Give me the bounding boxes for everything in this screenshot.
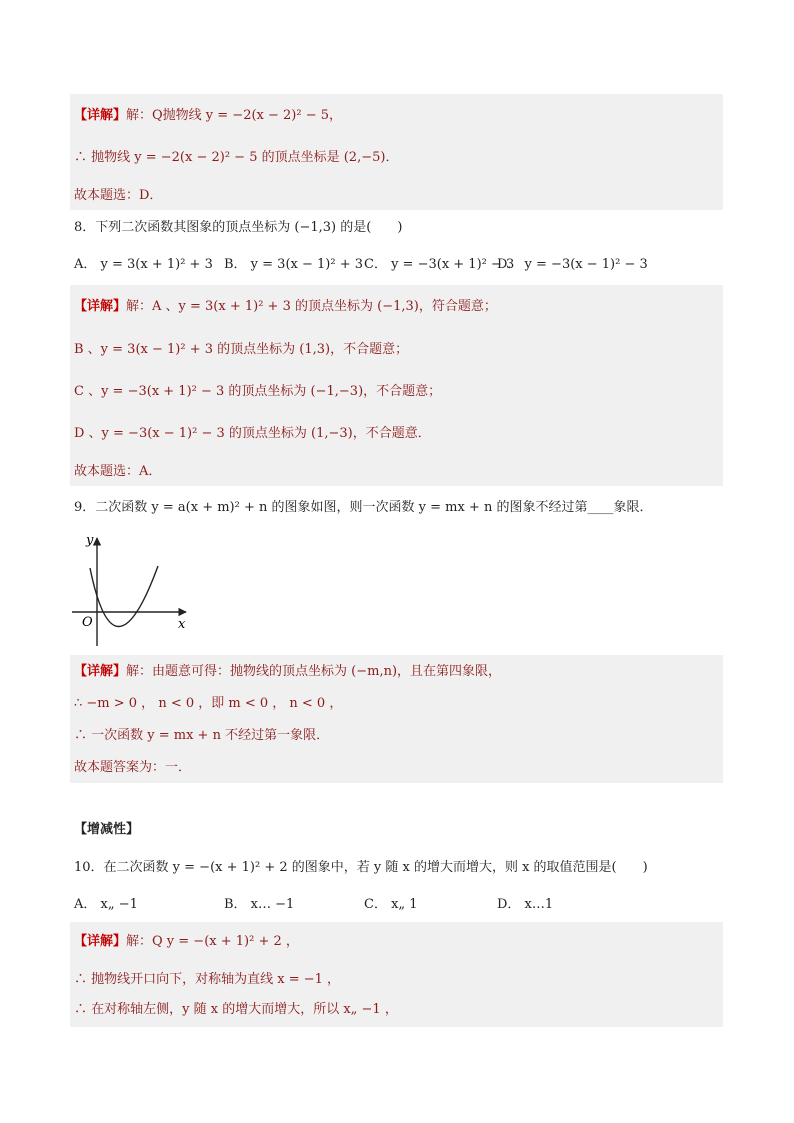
- q10-option-c: C． x„ 1: [364, 897, 418, 912]
- solution-line: ∴ 在对称轴左侧，y 随 x 的增大而增大，所以 x„ −1 ，: [74, 1002, 398, 1017]
- parabola-curve: [90, 566, 158, 627]
- q8-option-d: D． y = −3(x − 1)² − 3: [497, 257, 648, 272]
- solution-text: 解：Q y = −(x + 1)² + 2 ，: [126, 934, 299, 949]
- origin-label: O: [82, 615, 93, 630]
- solution-tag: 【详解】: [74, 299, 127, 314]
- q10-option-b: B． x… −1: [224, 897, 295, 912]
- section-title: 【增减性】: [74, 822, 140, 837]
- solution-line: 故本题选：D．: [74, 188, 163, 203]
- solution-text: 解：Q抛物线 y = −2(x − 2)² − 5，: [126, 108, 343, 123]
- y-axis-label: y: [86, 533, 94, 548]
- solution-line: [74, 297, 497, 317]
- question-8-stem: 8．下列二次函数其图象的顶点坐标为 (−1,3) 的是( ): [74, 220, 403, 235]
- solution-tag: 【详解】: [74, 108, 127, 123]
- solution-line: ∴ 一次函数 y = mx + n 不经过第一象限．: [74, 728, 330, 743]
- solution-line: B 、y = 3(x − 1)² + 3 的顶点坐标为 (1,3)，不合题意；: [74, 342, 409, 357]
- solution-line: [74, 106, 342, 126]
- solution-line: 故本题答案为：一．: [74, 760, 192, 775]
- solution-line: ∴ 抛物线开口向下，对称轴为直线 x = −1 ，: [74, 972, 341, 987]
- q8-option-c: C． y = −3(x + 1)² − 3: [364, 257, 515, 272]
- solution-line: [74, 662, 501, 682]
- q10-option-a: A． x„ −1: [74, 897, 138, 912]
- solution-line: [74, 932, 299, 952]
- q8-option-a: A． y = 3(x + 1)² + 3: [74, 257, 213, 272]
- solution-tag: 【详解】: [74, 934, 127, 949]
- x-axis-label: x: [178, 617, 186, 632]
- solution-text: 解：A 、y = 3(x + 1)² + 3 的顶点坐标为 (−1,3)，符合题意；: [126, 299, 497, 314]
- question-10-stem: 10．在二次函数 y = −(x + 1)² + 2 的图象中，若 y 随 x 的增大而增大，则 x 的取值范围是( ): [74, 860, 648, 875]
- solution-line: 故本题选：A．: [74, 464, 162, 479]
- solution-text: 解：由题意可得：抛物线的顶点坐标为 (−m,n)，且在第四象限，: [126, 664, 502, 679]
- solution-line: C 、y = −3(x + 1)² − 3 的顶点坐标为 (−1,−3)，不合题意；: [74, 384, 442, 399]
- q8-option-b: B． y = 3(x − 1)² + 3: [224, 257, 364, 272]
- solution-tag: 【详解】: [74, 664, 127, 679]
- question-9-stem: 9．二次函数 y = a(x + m)² + n 的图象如图，则一次函数 y = mx + n 的图象不经过第____象限．: [74, 500, 653, 515]
- solution-line: ∴ 抛物线 y = −2(x − 2)² − 5 的顶点坐标是 (2,−5)．: [74, 150, 399, 165]
- solution-line: ∴ −m > 0 ， n < 0 ，即 m < 0 ， n < 0 ，: [74, 696, 343, 711]
- q10-option-d: D． x…1: [497, 897, 554, 912]
- solution-line: D 、y = −3(x − 1)² − 3 的顶点坐标为 (1,−3)，不合题意．: [74, 426, 431, 441]
- parabola-graph: [66, 530, 196, 650]
